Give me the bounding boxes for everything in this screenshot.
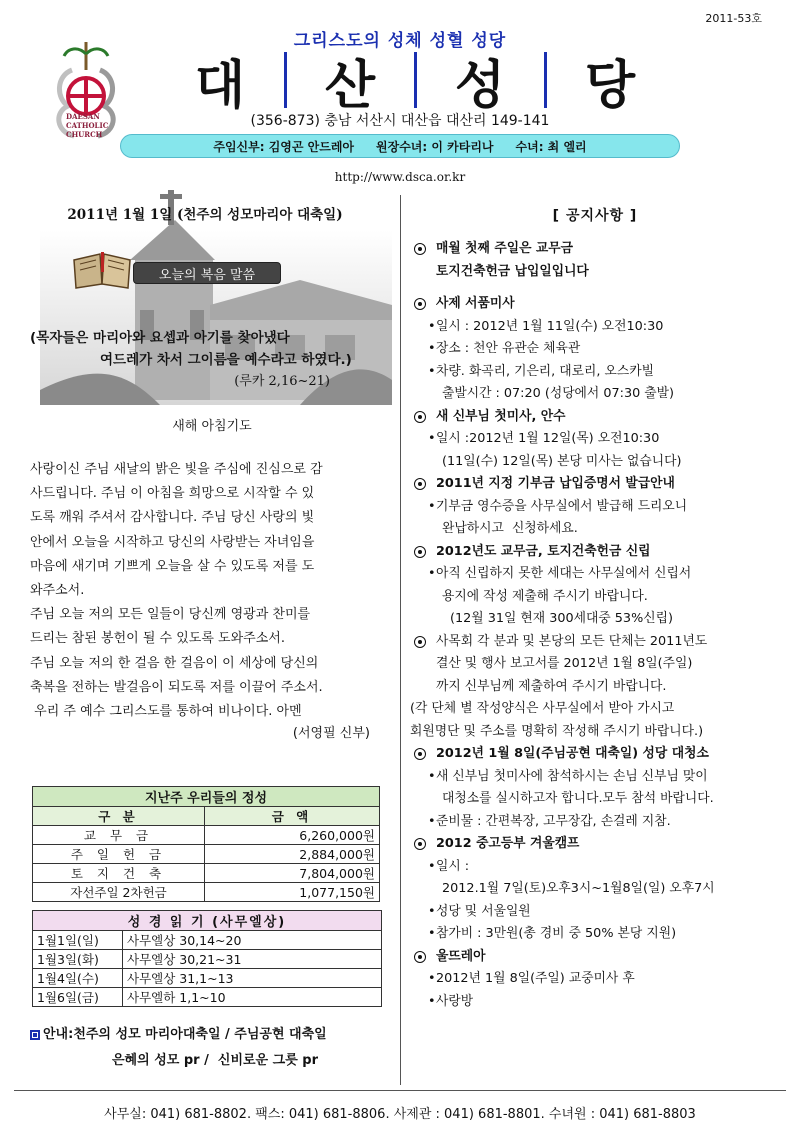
issue-number: 2011-53호 [705,12,762,25]
masthead-char: 대 [194,55,246,116]
website-link[interactable]: http://www.dsca.or.kr [334,170,466,184]
verse-line: 여드레가 차서 그이름을 예수라고 하였다.) [100,352,352,368]
square-bullet-icon [30,1030,40,1040]
guide-line: 안내:천주의 성모 마리아대축일 / 주님공현 대축일 [43,1027,327,1042]
reading-text: 사무엘상 30,21~31 [123,950,382,969]
offering-amount: 1,077,150원 [205,883,380,902]
offering-amount: 2,884,000원 [205,845,380,864]
masthead-divider [284,52,287,108]
prayer-line: 축복을 전하는 발걸음이 되도록 저를 이끌어 주소서. [30,679,323,695]
church-subtitle: 그리스도의 성체 성혈 성당 [293,31,507,51]
prayer-line: 주님 오늘 저의 모든 일들이 당신께 영광과 찬미를 [30,607,311,623]
table-row [33,969,382,988]
offering-label: 토 지 건 축 [33,864,205,883]
notice-note: 회원명단 및 주소를 명확히 작성해 주시기 바랍니다.) [410,723,704,739]
table-row [33,845,380,864]
prayer-line: 우리 주 예수 그리스도를 통하여 비나이다. 아멘 [30,704,302,720]
prayer-line: 안에서 오늘을 시작하고 당신의 사랑받는 자녀임을 [30,534,315,550]
bible-book-icon [72,250,132,290]
gospel-verse [30,327,390,393]
notice-subitem: • 준비물 : 간편복장, 고무장갑, 손걸레 지참. [428,813,671,829]
column-divider [400,195,401,1085]
offering-table [32,786,380,902]
notices-title: [ 공지사항 ] [552,208,638,224]
address: (356-873) 충남 서산시 대산읍 대산리 149-141 [250,113,550,129]
reading-text: 사무엘상 31,1~13 [123,969,382,988]
bible-reading-table [32,910,382,1007]
notice-item: 토지건축헌금 납입일입니다 [436,263,589,279]
table-row [33,988,382,1007]
offering-label: 교 무 금 [33,826,205,845]
prayer-title: 새해 아침기도 [172,419,252,434]
prayer-line: 도록 깨워 주셔서 감사합니다. 주님 당신 사랑의 빛 [30,510,315,526]
notice-subitem: • 일시 :2012년 1월 12일(목) 오전10:30 [428,431,660,446]
reading-text: 사무엘하 1,1~10 [123,988,382,1007]
notice-item: 울뜨레아 [410,946,786,969]
contact-footer: 사무실: 041) 681-8802. 팩스: 041) 681-8806. 사제관 : 041) 681-8801. 수녀원 : 041) 681-8803 [104,1107,696,1122]
prayer-line: 와주소서. [30,583,85,599]
offering-caption: 지난주 우리들의 정성 [33,787,380,807]
notice-item: 2012 중고등부 겨울캠프 [410,833,786,856]
footer-divider [14,1090,786,1091]
prayer-line: 마음에 새기며 기쁘게 오늘을 살 수 있도록 저를 도 [30,558,315,574]
offering-amount: 6,260,000원 [205,826,380,845]
prayer-line: 드리는 참된 봉헌이 될 수 있도록 도와주소서. [30,631,285,647]
prayer-text [30,458,392,724]
notice-continuation: 용지에 작성 제출해 주시기 바랍니다. [442,588,648,604]
notice-continuation: 완납하시고 신청하세요. [442,521,578,536]
staff-pastor: 주임신부: 김영곤 안드레아 [213,139,355,154]
staff-bar [120,134,680,158]
table-row [33,883,380,902]
reading-text: 사무엘상 30,14~20 [123,931,382,950]
masthead-divider [544,52,547,108]
feast-title: 2011년 1월 1일 (천주의 성모마리아 대축일) [67,207,343,223]
circle-bullet-icon [414,243,426,255]
notice-item: 새 신부님 첫미사, 안수 [410,406,786,429]
table-row [33,931,382,950]
reading-date: 1월4일(수) [33,969,123,988]
masthead-char: 산 [324,55,376,116]
prayer-line: 사드립니다. 주님 이 아침을 희망으로 시작할 수 있 [30,486,315,502]
reading-date: 1월6일(금) [33,988,123,1007]
notice-subitem: • 성당 및 서울일원 [428,903,531,919]
notice-continuation: 결산 및 행사 보고서를 2012년 1월 8일(주일) [436,656,693,671]
notice-subitem: • 기부금 영수증을 사무실에서 발급해 드리오니 [428,498,688,514]
notice-subitem: • 참가비 : 3만원(총 경비 중 50% 본당 지원) [428,926,677,941]
masthead-divider [414,52,417,108]
guide-notice [30,1022,390,1074]
table-row [33,950,382,969]
notice-continuation: 대청소를 실시하고자 합니다.모두 참석 바랍니다. [442,791,714,806]
notice-subitem: • 차량. 화곡리, 기은리, 대로리, 오스카빌 [428,363,654,379]
notice-continuation: 출발시간 : 07:20 (성당에서 07:30 출발) [442,386,675,401]
circle-bullet-icon [414,636,426,648]
circle-bullet-icon [414,951,426,963]
table-row [33,864,380,883]
notice-subitem: • 아직 신립하지 못한 세대는 사무실에서 신립서 [428,566,692,581]
notice-subitem: • 2012년 1월 8일(주일) 교중미사 후 [428,971,635,986]
notice-subitem: • 장소 : 천안 유관순 체육관 [428,341,581,356]
notices-list [410,238,786,1013]
notice-item: 사제 서품미사 [410,293,786,316]
staff-sister: 수녀: 최 엘리 [515,139,587,154]
notice-item: 2012년 1월 8일(주님공현 대축일) 성당 대청소 [410,743,786,766]
table-header: 금 액 [205,807,380,826]
notice-subitem: • 새 신부님 첫미사에 참석하시는 손님 신부님 맞이 [428,768,708,784]
notice-subitem: • 일시 : 2012년 1월 11일(수) 오전10:30 [428,318,664,334]
circle-bullet-icon [414,478,426,490]
notice-continuation: 까지 신부님께 제출하여 주시기 바랍니다. [436,678,667,694]
verse-line: (목자들은 마리아와 요셉과 아기를 찾아냈다 [30,330,290,346]
notice-continuation: (12월 31일 현재 300세대중 53%신립) [450,611,673,626]
gospel-label: 오늘의 복음 말씀 [133,262,281,284]
notice-continuation: 2012.1월 7일(토)오후3시~1월8일(일) 오후7시 [442,881,715,896]
notice-continuation: (11일(수) 12일(목) 본당 미사는 없습니다) [442,453,682,469]
guide-line: 은혜의 성모 pr / 신비로운 그릇 pr [112,1053,319,1068]
masthead [165,50,665,116]
circle-bullet-icon [414,298,426,310]
circle-bullet-icon [414,546,426,558]
circle-bullet-icon [414,411,426,423]
notice-note: (각 단체 별 작성양식은 사무실에서 받아 가시고 [410,701,675,716]
offering-label: 주 일 헌 금 [33,845,205,864]
reading-date: 1월1일(일) [33,931,123,950]
prayer-line: 사랑이신 주님 새날의 밝은 빛을 주심에 진심으로 감 [30,462,323,477]
reading-date: 1월3일(화) [33,950,123,969]
notice-subitem: • 사랑방 [428,993,474,1009]
notice-item: 2011년 지정 기부금 납입증명서 발급안내 [410,473,786,496]
logo-text: DAESAN CATHOLIC CHURCH [66,112,109,139]
table-header: 구 분 [33,807,205,826]
bible-caption: 성 경 읽 기 (사무엘상) [33,911,382,931]
verse-reference: (루카 2,16~21) [234,374,330,389]
notice-item: 사목회 각 분과 및 본당의 모든 단체는 2011년도 [410,631,786,654]
masthead-char: 당 [584,55,636,116]
notice-subitem: • 일시 : [428,858,470,874]
staff-superior: 원장수녀: 이 카타리나 [376,139,494,154]
table-row [33,826,380,845]
notice-item: 2012년도 교무금, 토지건축헌금 신립 [410,541,786,564]
masthead-char: 성 [454,55,506,116]
circle-bullet-icon [414,838,426,850]
offering-amount: 7,804,000원 [205,864,380,883]
notice-item: 매월 첫째 주일은 교무금 [410,238,786,261]
prayer-signature: (서영필 신부) [292,726,370,741]
offering-label: 자선주일 2차헌금 [33,883,205,902]
prayer-line: 주님 오늘 저의 한 걸음 한 걸음이 이 세상에 당신의 [30,655,319,671]
circle-bullet-icon [414,748,426,760]
